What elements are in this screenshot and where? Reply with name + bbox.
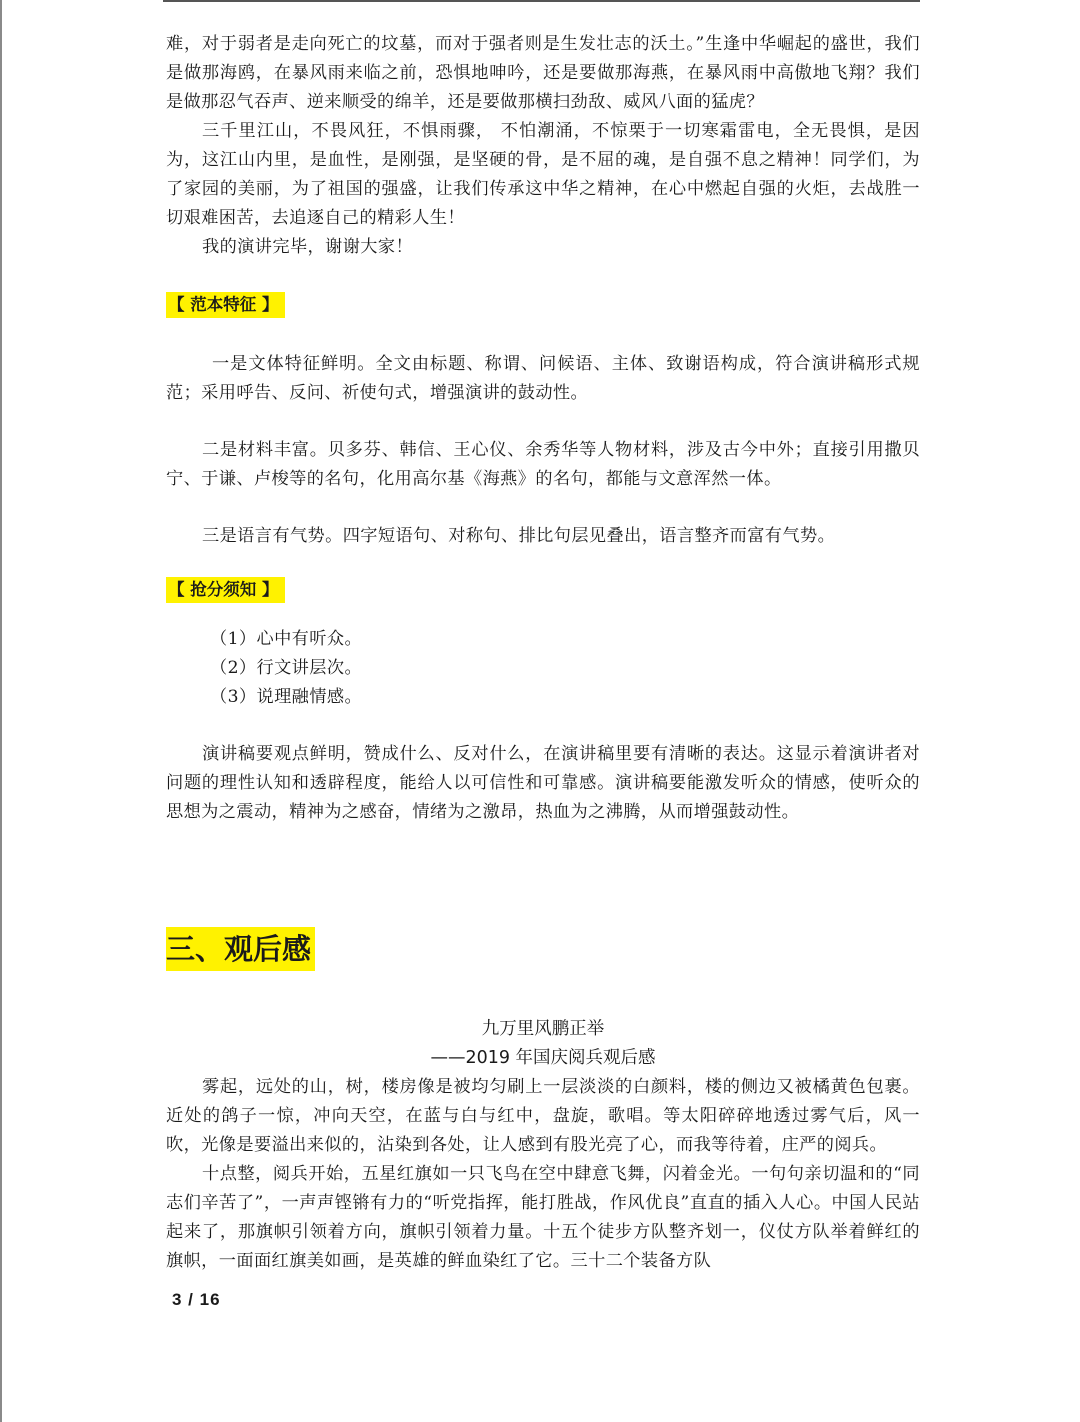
tips-list-item: （3）说理融情感。: [210, 687, 363, 707]
speech-closing: 我的演讲完毕，谢谢大家！: [202, 237, 414, 257]
tips-paragraph: 演讲稿要观点鲜明，赞成什么、反对什么，在演讲稿里要有清晰的表达。这显示着演讲者对问题的理性认知和透辟程度，能给人以可信性和可靠感。演讲稿要能激发听众的情感，使听众的思想为之震动，精神为之感奋，情绪为之激昂，热血为之沸腾，从而增强鼓动性。: [166, 744, 920, 822]
tips-tag: 【 抢分须知 】: [166, 577, 285, 603]
feature-item: 一是文体特征鲜明。全文由标题、称谓、问候语、主体、致谢语构成，符合演讲稿形式规范；采用呼告、反问、祈使句式，增强演讲的鼓动性。: [166, 354, 920, 403]
essay-paragraph: 十点整，阅兵开始，五星红旗如一只飞鸟在空中肆意飞舞，闪着金光。一句句亲切温和的“同志们辛苦了”，一声声铿锵有力的“听党指挥，能打胜战，作风优良”直直的插入人心。中国人民站起来了，那旗帜引领着方向，旗帜引领着力量。十五个徒步方队整齐划一，仪仗方队举着鲜红的旗帜，一面面红旗美如画，是英雄的鲜血染红了它。三十二个装备方队: [166, 1164, 920, 1271]
feature-item: 二是材料丰富。贝多芬、韩信、王心仪、余秀华等人物材料，涉及古今中外；直接引用撒贝宁、于谦、卢梭等的名句，化用高尔基《海燕》的名句，都能与文意浑然一体。: [166, 440, 920, 489]
section-heading: 三、观后感: [166, 927, 315, 971]
page-top-rule: [163, 0, 920, 2]
essay-subtitle: ——2019 年国庆阅兵观后感: [430, 1048, 656, 1068]
features-tag: 【 范本特征 】: [166, 292, 285, 318]
feature-item: 三是语言有气势。四字短语句、对称句、排比句层见叠出，语言整齐而富有气势。: [202, 526, 836, 546]
tips-list-item: （1）心中有听众。: [210, 629, 363, 649]
speech-paragraph: 难，对于弱者是走向死亡的坟墓，而对于强者则是生发壮志的沃土。”生逢中华崛起的盛世，我们是做那海鸥，在暴风雨来临之前，恐惧地呻吟，还是要做那海燕，在暴风雨中高傲地飞翔？我们是做那忍气吞声、逆来顺受的绵羊，还是要做那横扫劲敌、威风八面的猛虎？: [166, 34, 920, 112]
page-left-border: [0, 0, 2, 1422]
essay-title: 九万里风鹏正举: [481, 1019, 605, 1039]
document-page: [166, 30, 920, 1276]
tips-list-item: （2）行文讲层次。: [210, 658, 363, 678]
essay-paragraph: 雾起，远处的山，树，楼房像是被均匀刷上一层淡淡的白颜料，楼的侧边又被橘黄色包裹。近处的鸽子一惊，冲向天空，在蓝与白与红中，盘旋，歌唱。等太阳碎碎地透过雾气后，风一吹，光像是要溢出来似的，沾染到各处，让人感到有股光亮了心，而我等待着，庄严的阅兵。: [166, 1077, 920, 1155]
speech-paragraph: 三千里江山，不畏风狂，不惧雨骤， 不怕潮涌，不惊栗于一切寒霜雷电，全无畏惧，是因为，这江山内里，是血性，是刚强，是坚硬的骨，是不屈的魂，是自强不息之精神！同学们，为了家园的美丽，为了祖国的强盛，让我们传承这中华之精神，在心中燃起自强的火炬，去战胜一切艰难困苦，去追逐自己的精彩人生！: [166, 121, 920, 228]
page-number: 3 / 16: [172, 1290, 221, 1309]
